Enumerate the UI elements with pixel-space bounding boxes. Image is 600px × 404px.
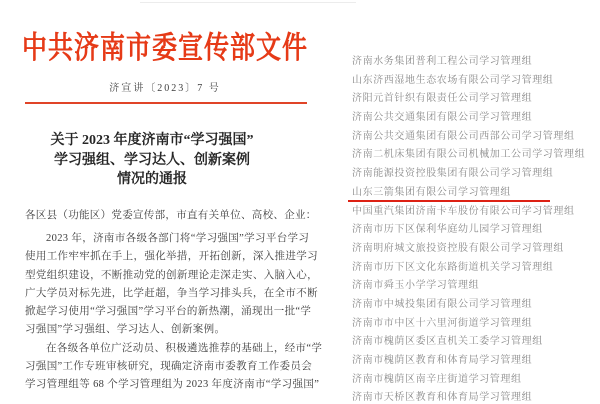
body-line: 在各级各单位广泛动员、积极遴选推荐的基础上，经市“学 (46, 342, 323, 354)
list-item: 中国重汽集团济南卡车股份有限公司学习管理组 (352, 205, 575, 217)
body-line: 学习管理组等 68 个学习管理组为 2023 年度济南市“学习强国” (25, 379, 320, 391)
red-underline (348, 200, 550, 202)
title-line: 关于 2023 年度济南市“学习强国” (50, 133, 254, 148)
list-item: 济南市槐荫区委区直机关工委学习管理组 (352, 336, 543, 348)
body-line: 广大学员对标先进，比学赶超，争当学习排头兵，在全市不断 (25, 287, 318, 299)
body-line: 掀起学习使用“学习强国”学习平台的新热潮，涌现出一批“学 (25, 306, 312, 318)
list-item: 山东三箭集团有限公司学习管理组 (352, 184, 598, 203)
list-item: 济南市市中区十六里河街道学习管理组 (352, 317, 533, 329)
document-body (25, 230, 323, 395)
body-line: 习强国”工作专班审核研究，现确定济南市委教育工作委员会 (25, 361, 313, 373)
learning-group-list (352, 53, 598, 404)
list-item: 济南市中城投集团有限公司学习管理组 (352, 298, 533, 310)
list-item: 山东济西湿地生态农场有限公司学习管理组 (352, 74, 554, 86)
paragraph (25, 340, 323, 395)
list-item: 济南二机床集团有限公司机械加工公司学习管理组 (352, 149, 586, 161)
body-line: 2023 年，济南市各级各部门将“学习强国”学习平台学习 (46, 233, 310, 244)
body-line: 使用工作牢牢抓在手上，强化举措，开拓创新，深入推进学习 (25, 251, 318, 263)
document-title (12, 131, 292, 190)
list-item: 济南市历下区保利华庭幼儿园学习管理组 (352, 224, 543, 236)
page-right (330, 0, 600, 404)
body-line: 习强国”学习强组、学习达人、创新案例。 (25, 324, 226, 336)
scan-edge-artifact (140, 2, 356, 3)
title-line: 学习强组、学习达人、创新案例 (54, 152, 250, 168)
list-item: 济南明府城文旅投资控股有限公司学习管理组 (352, 242, 564, 254)
list-item: 济阳元首针织有限责任公司学习管理组 (352, 93, 533, 105)
list-item: 济南公共交通集团有限公司学习管理组 (352, 112, 533, 124)
list-item: 济南公共交通集团有限公司西部公司学习管理组 (352, 130, 575, 142)
title-line: 情况的通报 (117, 172, 187, 187)
list-item: 济南市历下区文化东路街道机关学习管理组 (352, 261, 554, 273)
doc-number: 济宣讲〔2023〕7 号 (109, 83, 221, 94)
document-header: 中共济南市委宣传部文件 (21, 32, 308, 66)
red-divider-line (25, 102, 307, 104)
list-item: 济南市舜玉小学学习管理组 (352, 280, 480, 292)
list-item: 济南水务集团普利工程公司学习管理组 (352, 56, 533, 67)
list-item: 济南市槐荫区教育和体育局学习管理组 (352, 355, 533, 366)
list-item: 济南市天桥区教育和体育局学习管理组 (352, 392, 533, 404)
body-line: 型党组织建设，不断推动党的创新理论走深走实、入脑入心， (25, 269, 318, 281)
list-item: 济南能源投资控股集团有限公司学习管理组 (352, 168, 554, 180)
salutation-line: 各区县（功能区）党委宣传部，市直有关单位、高校、企业： (25, 210, 317, 221)
list-item: 济南市槐荫区南辛庄街道学习管理组 (352, 373, 522, 385)
paragraph (25, 230, 317, 340)
